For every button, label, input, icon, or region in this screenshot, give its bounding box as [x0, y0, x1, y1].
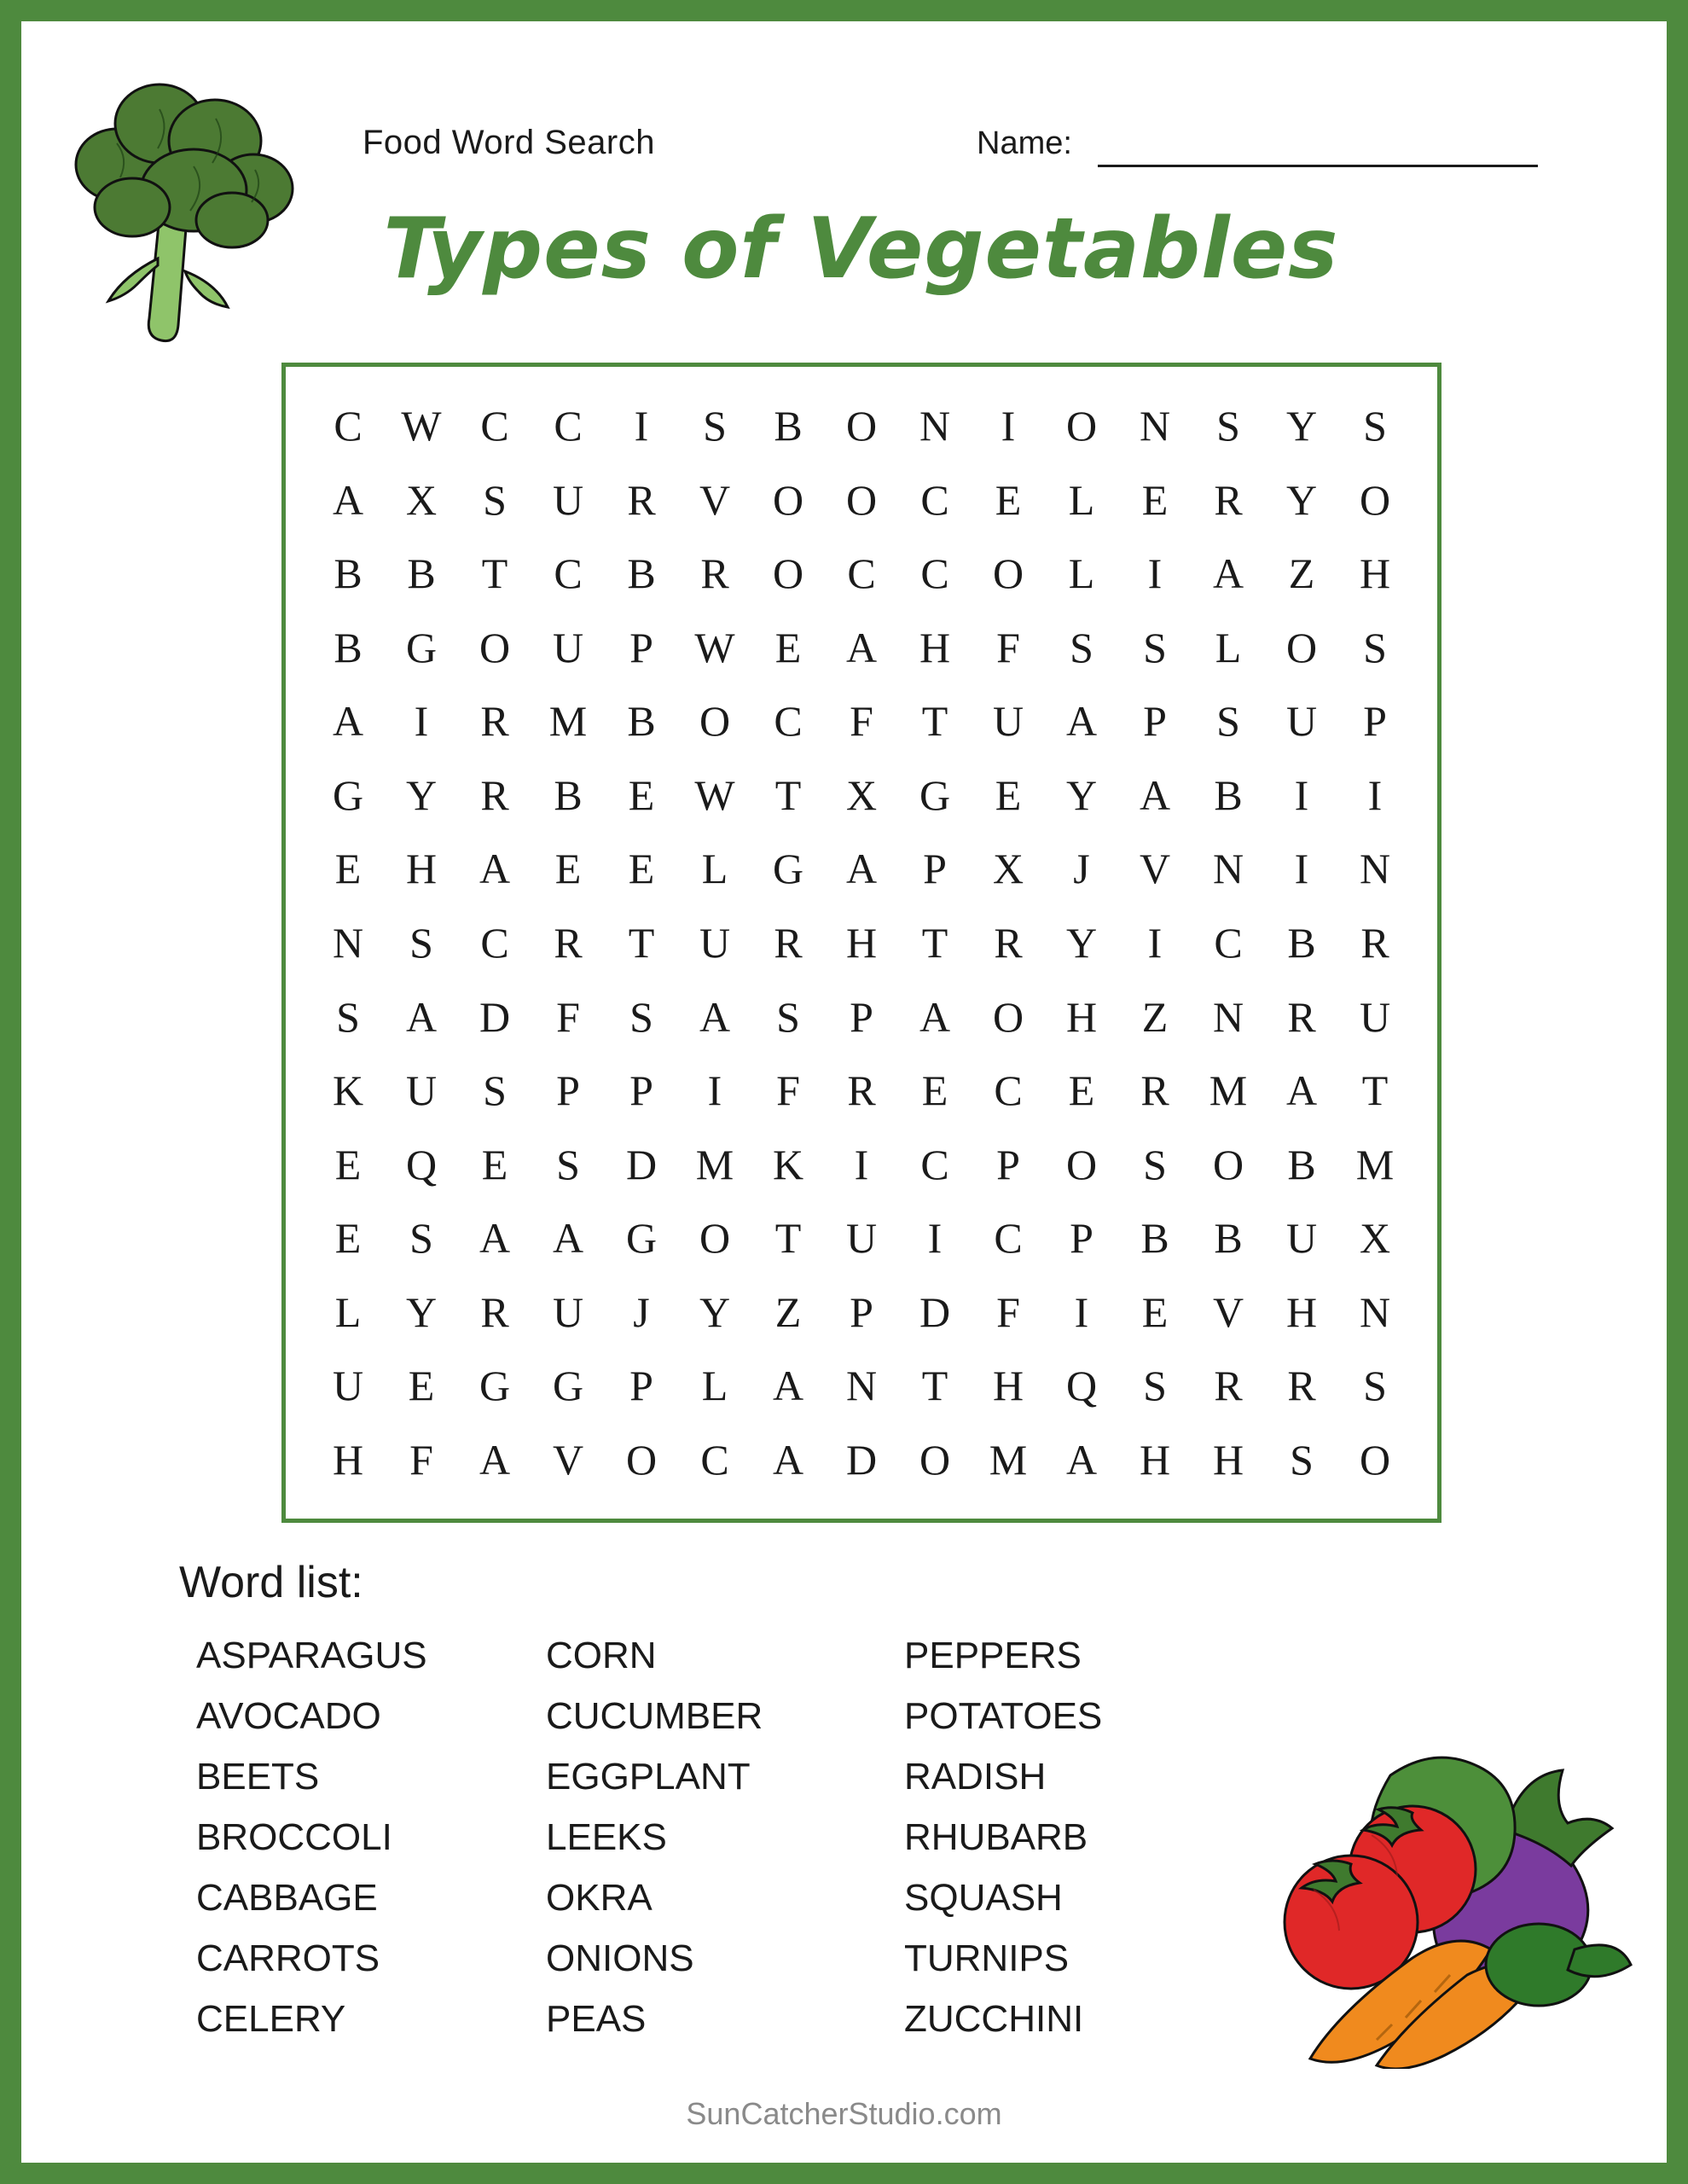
grid-cell: S	[1363, 402, 1387, 450]
grid-cell: U	[552, 623, 584, 671]
grid-cell: B	[1214, 1214, 1243, 1263]
word-list-item: BEETS	[196, 1756, 320, 1798]
grid-cell: A	[1285, 1066, 1318, 1115]
grid-cell: R	[1360, 918, 1389, 967]
grid-cell: S	[409, 918, 433, 967]
grid-cell: E	[628, 845, 655, 893]
grid-cell: B	[554, 770, 583, 819]
grid-cell: R	[1287, 992, 1316, 1041]
page-content	[19, 19, 1669, 2165]
grid-cell: F	[850, 697, 873, 746]
grid-cell: D	[919, 1287, 951, 1336]
grid-cell: H	[1212, 1435, 1244, 1484]
grid-cell: F	[996, 1287, 1020, 1336]
grid-cell: M	[548, 697, 588, 746]
grid-cell: P	[629, 1362, 653, 1410]
grid-cell: O	[1359, 475, 1391, 524]
grid-cell: O	[1065, 402, 1098, 450]
grid-cell: X	[992, 845, 1024, 893]
grid-cell: A	[479, 1435, 511, 1484]
word-list-item: TURNIPS	[904, 1937, 1070, 1979]
grid-cell: M	[695, 1140, 734, 1188]
grid-cell: P	[996, 1140, 1020, 1188]
grid-cell: S	[1143, 623, 1167, 671]
grid-cell: U	[1285, 1214, 1318, 1263]
grid-cell: T	[921, 697, 948, 746]
grid-cell: Y	[1285, 402, 1318, 450]
word-list-item: CABBAGE	[196, 1877, 378, 1919]
grid-cell: G	[405, 623, 438, 671]
grid-cell: U	[332, 1362, 364, 1410]
grid-cell: S	[1363, 1362, 1387, 1410]
grid-cell: B	[627, 697, 656, 746]
grid-cell: B	[1287, 1140, 1316, 1188]
grid-cell: R	[554, 918, 583, 967]
grid-cell: N	[1359, 845, 1391, 893]
grid-cell: P	[629, 623, 653, 671]
grid-cell: E	[481, 1140, 508, 1188]
grid-cell: O	[992, 992, 1024, 1041]
grid-cell: R	[1287, 1362, 1316, 1410]
grid-cell: T	[921, 1362, 948, 1410]
grid-cell: H	[1285, 1287, 1318, 1336]
grid-cell: N	[332, 918, 364, 967]
grid-cell: C	[847, 549, 876, 598]
word-list-item: OKRA	[546, 1877, 653, 1919]
grid-cell: L	[1068, 475, 1095, 524]
grid-cell: T	[1361, 1066, 1389, 1115]
grid-cell: I	[707, 1066, 722, 1115]
grid-cell: Y	[1065, 770, 1098, 819]
grid-cell: B	[774, 402, 803, 450]
grid-cell: V	[1139, 845, 1171, 893]
grid-cell: R	[700, 549, 729, 598]
grid-cell: Z	[774, 1287, 802, 1336]
grid-cell: L	[334, 1287, 362, 1336]
grid-cell: I	[1074, 1287, 1089, 1336]
grid-cell: B	[407, 549, 436, 598]
grid-cell: R	[480, 1287, 509, 1336]
word-list-item: RADISH	[904, 1756, 1047, 1798]
grid-cell: V	[552, 1435, 584, 1484]
grid-cell: C	[920, 475, 949, 524]
grid-cell: E	[554, 845, 582, 893]
grid-cell: K	[772, 1140, 804, 1188]
grid-cell: N	[1212, 992, 1244, 1041]
grid-cell: E	[995, 475, 1022, 524]
grid-cell: Q	[405, 1140, 438, 1188]
word-list-item: RHUBARB	[904, 1816, 1088, 1858]
grid-cell: M	[1355, 1140, 1395, 1188]
grid-cell: R	[1140, 1066, 1169, 1115]
grid-cell: O	[992, 549, 1024, 598]
grid-cell: A	[332, 475, 364, 524]
grid-cell: O	[772, 475, 804, 524]
grid-cell: C	[994, 1066, 1023, 1115]
word-list-heading: Word list:	[179, 1558, 363, 1607]
grid-cell: C	[920, 549, 949, 598]
grid-cell: G	[919, 770, 951, 819]
word-list-item: CUCUMBER	[546, 1695, 763, 1737]
grid-cell: R	[774, 918, 803, 967]
grid-cell: C	[480, 402, 509, 450]
name-write-line	[1098, 165, 1538, 167]
grid-cell: E	[628, 770, 655, 819]
grid-cell: A	[1065, 1435, 1098, 1484]
grid-cell: F	[996, 623, 1020, 671]
grid-cell: P	[1070, 1214, 1093, 1263]
grid-cell: X	[845, 770, 878, 819]
grid-cell: A	[845, 623, 878, 671]
grid-cell: B	[1214, 770, 1243, 819]
grid-cell: S	[336, 992, 360, 1041]
grid-cell: P	[629, 1066, 653, 1115]
grid-cell: A	[845, 845, 878, 893]
grid-cell: N	[1359, 1287, 1391, 1336]
grid-cell: S	[409, 1214, 433, 1263]
grid-cell: S	[703, 402, 727, 450]
grid-cell: O	[1285, 623, 1318, 671]
grid-cell: G	[772, 845, 804, 893]
grid-cell: E	[774, 623, 802, 671]
grid-cell: H	[332, 1435, 364, 1484]
grid-cell: L	[1068, 549, 1095, 598]
grid-cell: D	[625, 1140, 658, 1188]
grid-cell: S	[483, 475, 507, 524]
grid-cell: V	[1212, 1287, 1244, 1336]
grid-cell: X	[405, 475, 438, 524]
grid-cell: V	[699, 475, 731, 524]
grid-cell: O	[625, 1435, 658, 1484]
grid-cell: R	[847, 1066, 876, 1115]
grid-cell: H	[405, 845, 438, 893]
word-list-item: BROCCOLI	[196, 1816, 392, 1858]
grid-cell: I	[1367, 770, 1383, 819]
grid-cell: E	[1068, 1066, 1095, 1115]
grid-cell: H	[1065, 992, 1098, 1041]
grid-cell: O	[699, 697, 731, 746]
grid-cell: S	[776, 992, 800, 1041]
word-list-item: POTATOES	[904, 1695, 1103, 1737]
grid-cell: D	[479, 992, 511, 1041]
grid-cell: E	[1141, 475, 1169, 524]
grid-cell: H	[845, 918, 878, 967]
grid-cell: R	[1214, 1362, 1243, 1410]
grid-cell: S	[556, 1140, 580, 1188]
grid-cell: B	[1140, 1214, 1169, 1263]
grid-cell: A	[1065, 697, 1098, 746]
word-list	[196, 1625, 1134, 2049]
grid-cell: H	[1139, 1435, 1171, 1484]
grid-cell: R	[480, 697, 509, 746]
grid-cell: G	[625, 1214, 658, 1263]
grid-cell: N	[1139, 402, 1171, 450]
grid-cell: S	[1216, 402, 1240, 450]
grid-cell: O	[479, 623, 511, 671]
grid-cell: N	[845, 1362, 878, 1410]
word-list-item: CELERY	[196, 1998, 346, 2040]
grid-cell: O	[845, 475, 878, 524]
grid-cell: O	[845, 402, 878, 450]
worksheet-kicker: Food Word Search	[363, 124, 655, 161]
grid-cell: C	[480, 918, 509, 967]
grid-cell: C	[920, 1140, 949, 1188]
grid-cell: C	[1214, 918, 1243, 967]
grid-cell: N	[919, 402, 951, 450]
grid-cell: F	[556, 992, 580, 1041]
grid-cell: P	[1143, 697, 1167, 746]
grid-cell: R	[480, 770, 509, 819]
grid-cell: I	[1001, 402, 1016, 450]
grid-cell: S	[629, 992, 653, 1041]
grid-cell: S	[483, 1066, 507, 1115]
grid-cell: Y	[699, 1287, 731, 1336]
grid-cell: Y	[1285, 475, 1318, 524]
grid-cell: T	[774, 1214, 802, 1263]
grid-cell: J	[633, 1287, 650, 1336]
grid-cell: T	[774, 770, 802, 819]
grid-cell: C	[554, 402, 583, 450]
word-list-item: AVOCADO	[196, 1695, 381, 1737]
grid-cell: U	[1285, 697, 1318, 746]
grid-cell: F	[776, 1066, 800, 1115]
word-list-item: ONIONS	[546, 1937, 694, 1979]
grid-cell: C	[700, 1435, 729, 1484]
grid-cell: M	[989, 1435, 1028, 1484]
grid-cell: D	[845, 1435, 878, 1484]
word-list-item: CARROTS	[196, 1937, 380, 1979]
grid-cell: O	[1212, 1140, 1244, 1188]
grid-cell: T	[628, 918, 655, 967]
grid-cell: Q	[1065, 1362, 1098, 1410]
grid-cell: A	[772, 1362, 804, 1410]
grid-cell: A	[332, 697, 364, 746]
grid-cell: E	[334, 1214, 362, 1263]
page-title: Types of Vegetables	[383, 200, 1339, 298]
grid-cell: E	[995, 770, 1022, 819]
grid-cell: O	[699, 1214, 731, 1263]
grid-cell: S	[1216, 697, 1240, 746]
grid-cell: C	[994, 1214, 1023, 1263]
grid-cell: B	[334, 623, 363, 671]
grid-cell: I	[854, 1140, 869, 1188]
grid-cell: R	[1214, 475, 1243, 524]
word-list-item: PEAS	[546, 1998, 647, 2040]
grid-cell: C	[554, 549, 583, 598]
grid-cell: G	[332, 770, 364, 819]
grid-cell: W	[401, 402, 442, 450]
grid-cell: U	[699, 918, 731, 967]
grid-cell: A	[699, 992, 731, 1041]
grid-cell: G	[552, 1362, 584, 1410]
grid-cell: L	[701, 845, 728, 893]
grid-cell: A	[479, 845, 511, 893]
grid-cell: P	[556, 1066, 580, 1115]
word-search-grid	[281, 363, 1441, 1523]
grid-cell: I	[1294, 845, 1309, 893]
word-list-item: EGGPLANT	[546, 1756, 751, 1798]
grid-cell: I	[927, 1214, 943, 1263]
grid-cell: E	[334, 845, 362, 893]
grid-cell: A	[1212, 549, 1244, 598]
word-list-item: ASPARAGUS	[196, 1635, 427, 1676]
grid-cell: C	[774, 697, 803, 746]
grid-cell: P	[850, 992, 873, 1041]
grid-cell: H	[919, 623, 951, 671]
grid-cell: S	[1143, 1362, 1167, 1410]
vegetables-icon	[1189, 1693, 1641, 2069]
grid-cell: E	[1141, 1287, 1169, 1336]
grid-cell: R	[994, 918, 1023, 967]
grid-cell: Z	[1288, 549, 1315, 598]
name-label: Name:	[977, 125, 1072, 161]
grid-cell: Y	[1065, 918, 1098, 967]
grid-cell: W	[694, 770, 735, 819]
grid-cell: H	[992, 1362, 1024, 1410]
grid-cell: L	[701, 1362, 728, 1410]
grid-cell: W	[694, 623, 735, 671]
grid-cell: F	[409, 1435, 433, 1484]
grid-cell: A	[772, 1435, 804, 1484]
site-credit: SunCatcherStudio.com	[686, 2096, 1002, 2131]
grid-cell: P	[1363, 697, 1387, 746]
grid-cell: P	[923, 845, 947, 893]
grid-cell: I	[1147, 549, 1163, 598]
grid-cell: C	[334, 402, 363, 450]
grid-cell: I	[634, 402, 649, 450]
grid-cell: N	[1212, 845, 1244, 893]
grid-cell: O	[1359, 1435, 1391, 1484]
grid-cell: S	[1143, 1140, 1167, 1188]
grid-cell: U	[1359, 992, 1391, 1041]
grid-cell: I	[414, 697, 429, 746]
grid-cell: U	[845, 1214, 878, 1263]
grid-cell: R	[627, 475, 656, 524]
grid-cell: A	[405, 992, 438, 1041]
grid-cell: B	[334, 549, 363, 598]
word-list-item: SQUASH	[904, 1877, 1063, 1919]
grid-cell: I	[1294, 770, 1309, 819]
grid-cell: P	[850, 1287, 873, 1336]
grid-cell: S	[1070, 623, 1093, 671]
grid-cell: S	[1363, 623, 1387, 671]
grid-cell: E	[334, 1140, 362, 1188]
grid-cell: U	[552, 1287, 584, 1336]
grid-cell: E	[921, 1066, 948, 1115]
grid-cell: T	[481, 549, 508, 598]
grid-cell: A	[552, 1214, 584, 1263]
grid-cell: A	[479, 1214, 511, 1263]
grid-cell: O	[1065, 1140, 1098, 1188]
grid-cell: G	[479, 1362, 511, 1410]
word-list-item: PEPPERS	[904, 1635, 1082, 1676]
grid-cell: K	[332, 1066, 364, 1115]
grid-cell: X	[1359, 1214, 1391, 1263]
grid-cell: Y	[405, 770, 438, 819]
grid-cell: L	[1215, 623, 1242, 671]
grid-cell: B	[627, 549, 656, 598]
grid-cell: H	[1359, 549, 1391, 598]
grid-cell: E	[408, 1362, 435, 1410]
grid-cell: Z	[1141, 992, 1169, 1041]
grid-cell: O	[919, 1435, 951, 1484]
grid-cell: A	[1139, 770, 1171, 819]
grid-cell: J	[1073, 845, 1090, 893]
grid-cell: T	[921, 918, 948, 967]
grid-cell: A	[919, 992, 951, 1041]
grid-cell: U	[405, 1066, 438, 1115]
word-list-item: ZUCCHINI	[904, 1998, 1084, 2040]
grid-cell: Y	[405, 1287, 438, 1336]
word-list-item: CORN	[546, 1635, 657, 1676]
grid-cell: B	[1287, 918, 1316, 967]
grid-cell: U	[992, 697, 1024, 746]
grid-cell: S	[1290, 1435, 1314, 1484]
grid-cell: O	[772, 549, 804, 598]
grid-cell: U	[552, 475, 584, 524]
word-list-item: LEEKS	[546, 1816, 667, 1858]
grid-cell: M	[1209, 1066, 1248, 1115]
grid-cell: I	[1147, 918, 1163, 967]
